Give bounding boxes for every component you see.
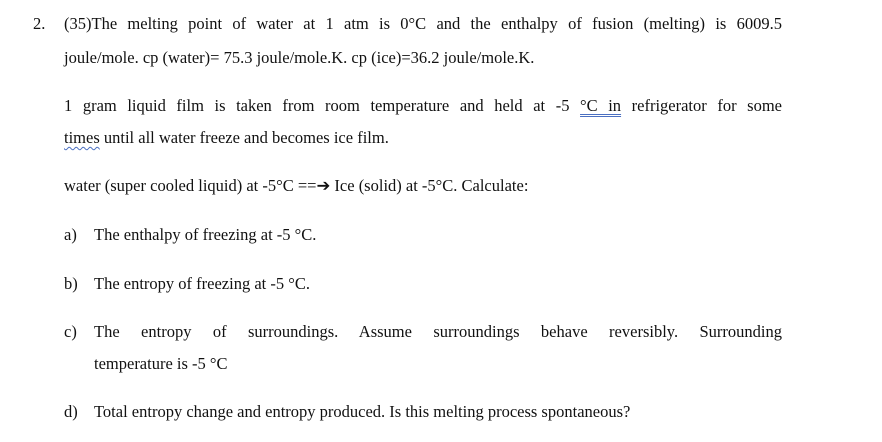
item-d-text: Total entropy change and entropy produced. Is this melting process spontaneous? — [94, 402, 631, 421]
paragraph-2-line-1 — [64, 96, 782, 116]
item-b-text: The entropy of freezing at -5 °C. — [94, 274, 310, 293]
item-d — [64, 402, 78, 422]
grammar-flag-unit: °C in — [580, 96, 622, 115]
item-a — [64, 225, 77, 245]
question-number: 2. — [33, 14, 46, 33]
item-c — [64, 322, 77, 342]
paragraph-2-text-d: until all water freeze and becomes ice film. — [99, 128, 389, 147]
item-a-marker: a) — [64, 225, 77, 244]
item-c-marker: c) — [64, 322, 77, 341]
item-b-marker: b) — [64, 274, 78, 293]
reaction-line: water (super cooled liquid) at -5°C ==➔ Ice (solid) at -5°C. Calculate: — [64, 176, 529, 195]
item-c-text-line-1: The entropy of surroundings. Assume surroundings behave reversibly. Surrounding — [94, 322, 782, 341]
item-d-marker: d) — [64, 402, 78, 421]
spelling-flag-times: times — [64, 128, 100, 147]
item-a-text: The enthalpy of freezing at -5 °C. — [94, 225, 317, 244]
paragraph-2-text-a: 1 gram liquid film is taken from room temperature and held at -5 — [64, 96, 581, 115]
intro-line-1: (35)The melting point of water at 1 atm is 0°C and the enthalpy of fusion (melting) is 6009.5 — [64, 14, 782, 33]
intro-line-2: joule/mole. cp (water)= 75.3 joule/mole.K. cp (ice)=36.2 joule/mole.K. — [64, 48, 535, 67]
paragraph-2-text-c: refrigerator for some — [621, 96, 782, 115]
item-b — [64, 274, 78, 294]
paragraph-2-line-2 — [64, 128, 389, 148]
item-c-text-line-2: temperature is -5 °C — [94, 354, 228, 373]
